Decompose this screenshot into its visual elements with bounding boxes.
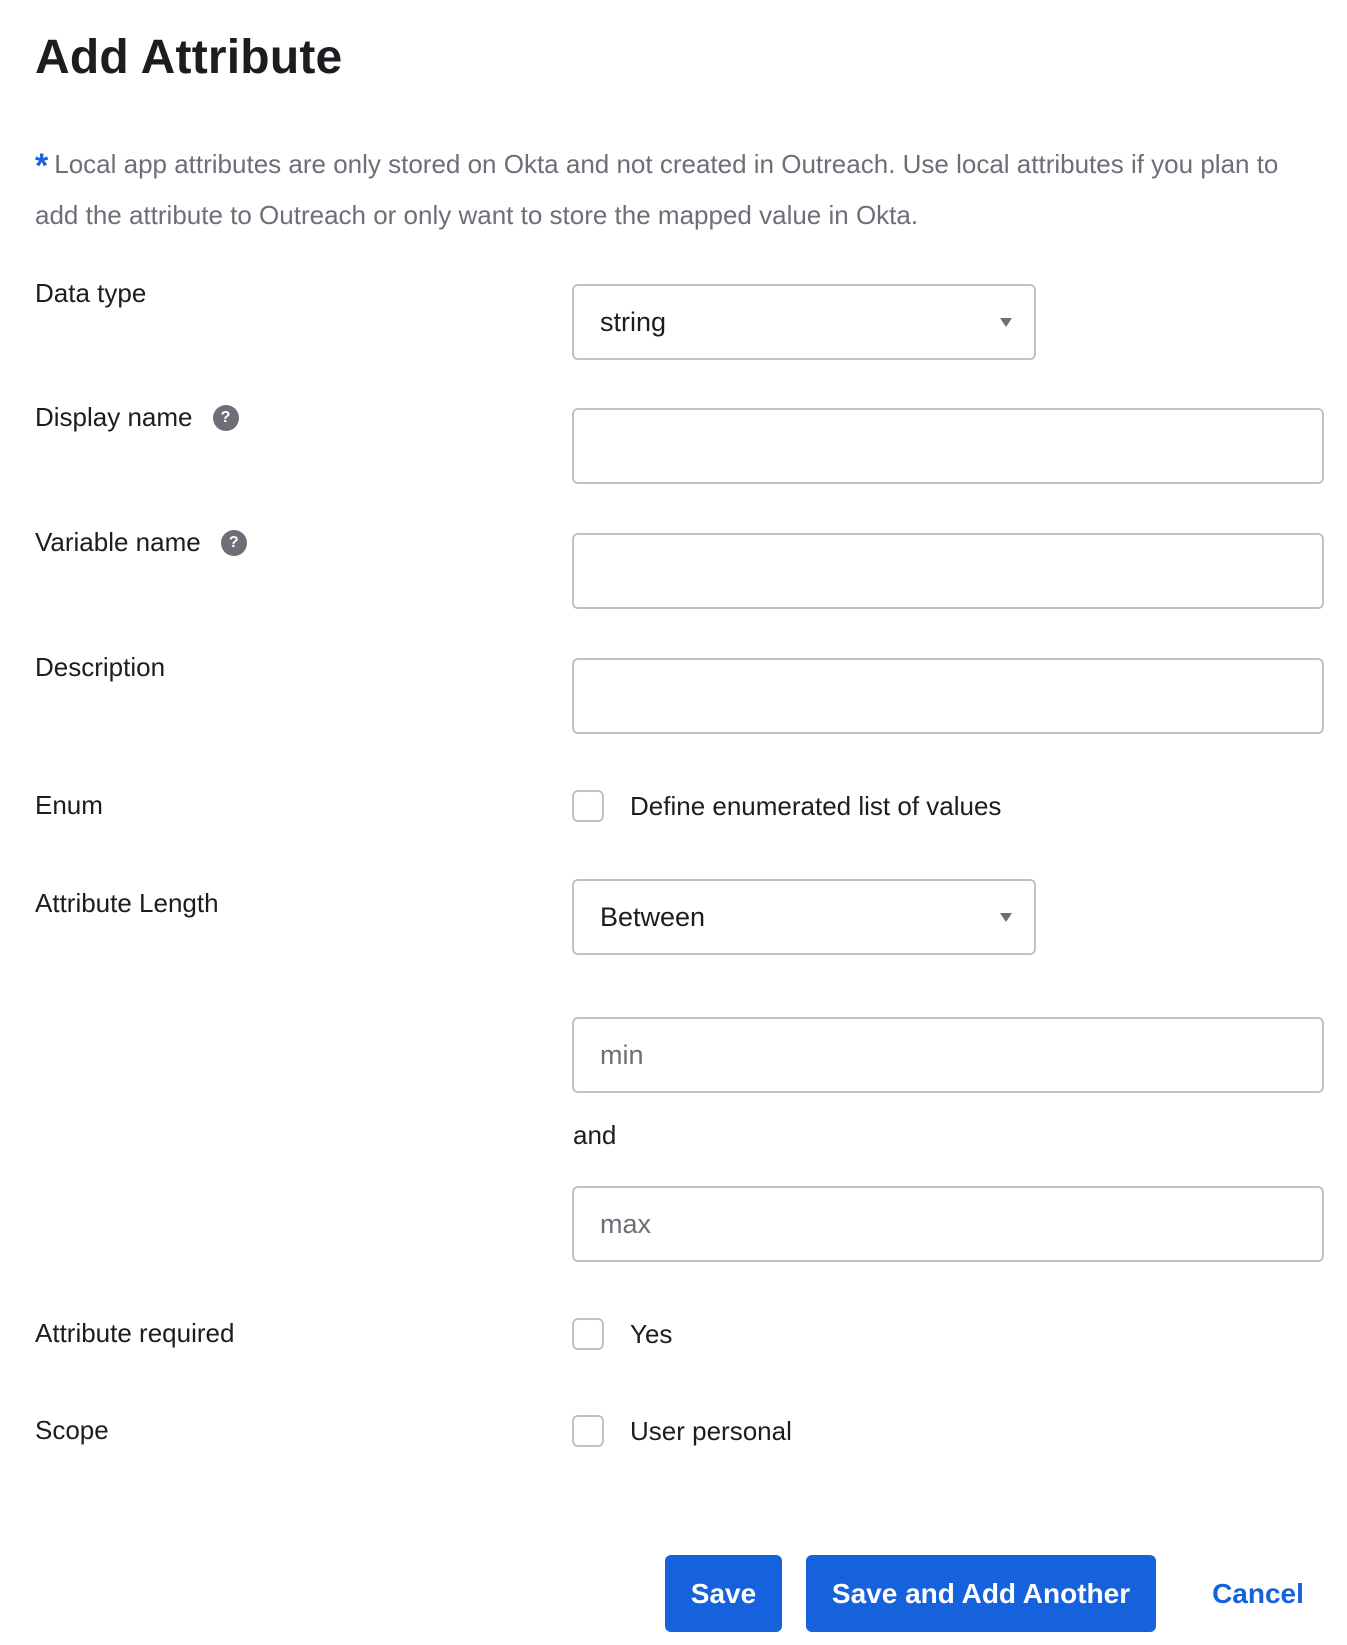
help-icon[interactable]: ?: [213, 405, 239, 431]
scope-label: [35, 1415, 109, 1446]
local-attributes-note: [35, 140, 1315, 240]
attribute-length-selected-value: Between: [600, 901, 706, 932]
description-input[interactable]: [572, 658, 1324, 734]
data-type-selected-value: string: [600, 306, 667, 337]
help-icon[interactable]: ?: [221, 530, 247, 556]
attribute-required-checkbox[interactable]: [572, 1318, 604, 1350]
attribute-length-label-text: Attribute Length: [35, 888, 219, 918]
scope-checkbox-row[interactable]: [572, 1415, 792, 1447]
chevron-down-icon: [1000, 318, 1012, 327]
variable-name-input[interactable]: [572, 533, 1324, 609]
chevron-down-icon: [1000, 913, 1012, 922]
data-type-select[interactable]: [572, 284, 1036, 360]
note-text: Local app attributes are only stored on Okta and not created in Outreach. Use local attributes if you plan to add the attribute to Outreach or only want to store the mapped value in Okta.: [35, 149, 1279, 230]
min-length-input[interactable]: [572, 1017, 1324, 1093]
dialog-title: Add Attribute: [35, 31, 343, 84]
display-name-input[interactable]: [572, 408, 1324, 484]
cancel-button[interactable]: Cancel: [1188, 1555, 1328, 1632]
description-label-text: Description: [35, 652, 166, 682]
asterisk-icon: *: [35, 147, 49, 185]
save-button[interactable]: Save: [665, 1555, 782, 1632]
display-name-label: [35, 402, 239, 433]
attribute-length-label: [35, 888, 219, 919]
enum-label: [35, 790, 103, 821]
scope-checkbox[interactable]: [572, 1415, 604, 1447]
save-and-add-another-button[interactable]: Save and Add Another: [806, 1555, 1156, 1632]
enum-label-text: Enum: [35, 790, 103, 820]
attribute-length-select[interactable]: [572, 879, 1036, 955]
attribute-required-checkbox-row[interactable]: [572, 1318, 672, 1350]
attribute-required-label-text: Attribute required: [35, 1318, 235, 1348]
enum-checkbox-row[interactable]: [572, 790, 1001, 822]
attribute-required-label: [35, 1318, 234, 1349]
description-label: [35, 652, 165, 683]
scope-label-text: Scope: [35, 1415, 109, 1445]
variable-name-label: [35, 527, 247, 558]
data-type-label: [35, 278, 146, 309]
enum-checkbox[interactable]: [572, 790, 604, 822]
and-connector: and: [573, 1120, 617, 1150]
scope-checkbox-label[interactable]: User personal: [630, 1415, 792, 1446]
data-type-label-text: Data type: [35, 278, 147, 308]
enum-checkbox-label[interactable]: Define enumerated list of values: [630, 790, 1002, 821]
attribute-required-checkbox-label[interactable]: Yes: [630, 1318, 673, 1349]
display-name-label-text: Display name: [35, 402, 193, 432]
max-length-input[interactable]: [572, 1186, 1324, 1262]
variable-name-label-text: Variable name: [35, 527, 201, 557]
